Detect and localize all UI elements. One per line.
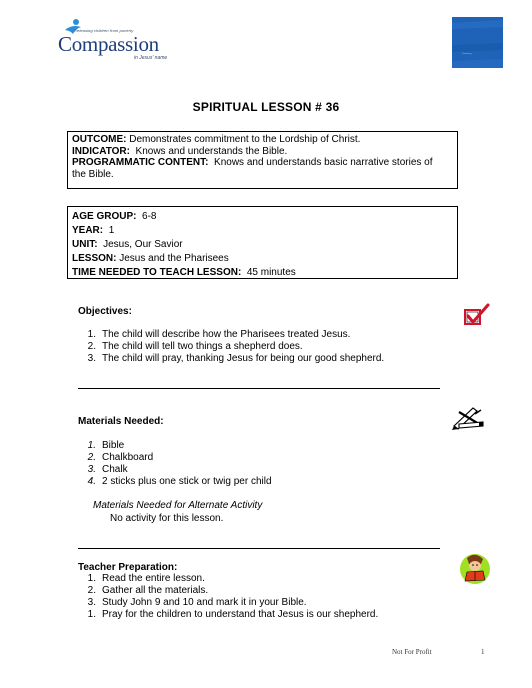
list-item: 2. The child will tell two things a shepherd does. [87,341,303,352]
footer-label: Not For Profit [392,648,432,656]
preparation-list [78,573,458,621]
outcome-value: Demonstrates commitment to the Lordship of Christ. [129,134,361,145]
content-value-1: Knows and understands basic narrative stories of [214,157,433,169]
preparation-heading: Teacher Preparation: [78,562,178,573]
year-line [72,224,453,238]
pencil-tools-icon [451,404,487,430]
list-item: 4. 2 sticks plus one stick or twig per child [87,476,272,487]
lesson-value: Jesus and the Pharisees [119,253,229,264]
list-item: 2. Gather all the materials. [87,585,209,596]
lesson-line [72,252,453,266]
lesson-info-box [67,206,458,279]
logo-name: Compassion [58,32,159,56]
logo-tagline: Releasing children from poverty [74,28,134,33]
list-item: 1. Pray for the children to understand that Jesus is our shepherd. [87,609,379,620]
page-number: 1 [481,648,485,656]
child-reading-icon [459,552,491,586]
content-value-2: the Bible. [72,168,114,180]
page-title: SPIRITUAL LESSON # 36 [192,100,340,114]
alt-materials-heading: Materials Needed for Alternate Activity [93,500,263,511]
compassion-logo [54,18,184,68]
list-item: 1. Bible [87,440,125,451]
time-line [72,266,453,280]
list-item: 3. Chalk [87,464,128,475]
list-item: 3. Study John 9 and 10 and mark it in your Bible. [87,597,307,608]
time-value: 45 minutes [246,267,296,278]
list-item: 3. The child will pray, thanking Jesus for being our good shepherd. [87,353,385,364]
indicator-value: Knows and understands the Bible. [135,145,288,157]
outcome-line [72,134,453,146]
content-label: PROGRAMMATIC CONTENT: [72,157,209,169]
indicator-label: INDICATOR: [72,145,130,157]
time-label: TIME NEEDED TO TEACH LESSON: [72,267,242,278]
divider [78,548,440,549]
alt-materials-text: No activity for this lesson. [110,513,224,524]
checkbox-check-icon [464,303,490,327]
indicator-line [72,146,453,158]
outcome-label: OUTCOME: [72,134,127,145]
year-label: YEAR: [72,225,104,236]
list-item: 1. The child will describe how the Pharisees treated Jesus. [87,329,351,340]
content-line [72,157,453,169]
age-value: 6-8 [142,211,157,222]
outcome-box [67,131,458,189]
list-item: 1. Read the entire lesson. [87,573,205,584]
divider [78,388,440,389]
unit-line [72,238,453,252]
materials-list [78,440,458,488]
lesson-label: LESSON: [72,253,117,264]
year-value: 1 [108,225,115,236]
list-item: 2. Chalkboard [87,452,154,463]
brush-texture [452,17,503,68]
unit-label: UNIT: [72,239,98,250]
logo-subtitle: in Jesus' name [134,55,168,61]
age-label: AGE GROUP: [72,211,137,222]
unit-value: Jesus, Our Savior [103,239,183,250]
age-line [72,210,453,224]
objectives-heading: Objectives: [78,306,132,317]
objectives-list [78,329,458,365]
blue-brush-square [452,17,503,68]
materials-heading: Materials Needed: [78,416,164,427]
